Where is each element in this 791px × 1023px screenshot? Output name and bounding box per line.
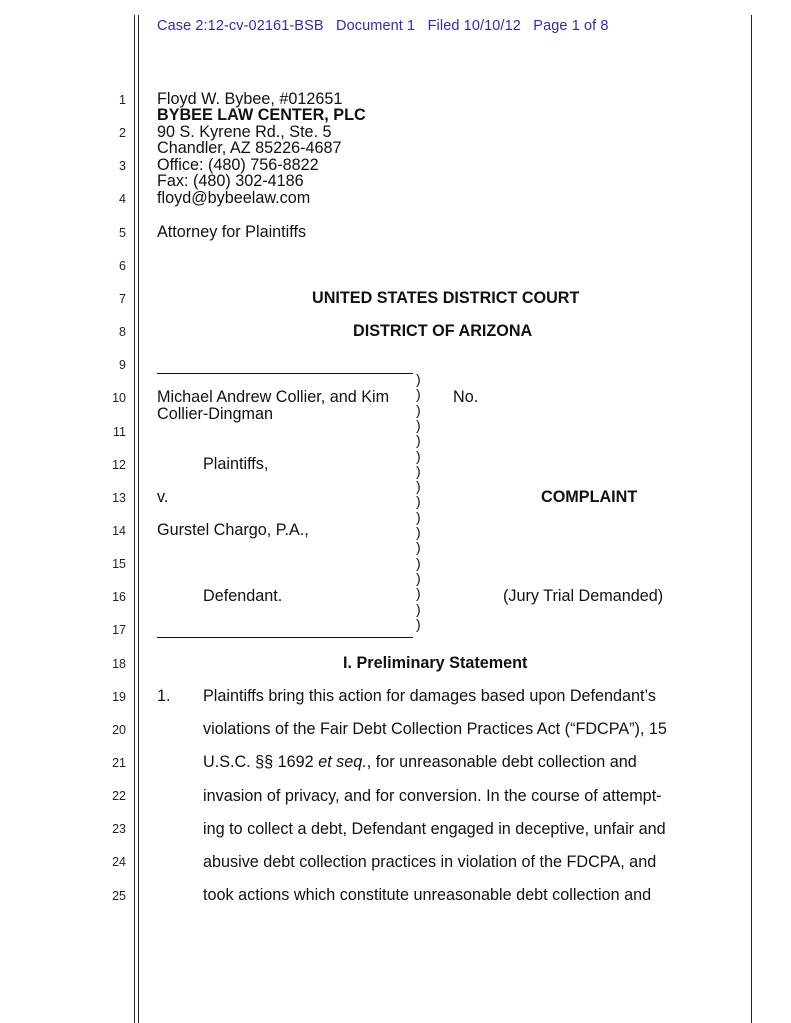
section-heading: I. Preliminary Statement <box>343 654 528 672</box>
caption-paren: ) <box>416 462 421 479</box>
line-number: 16 <box>112 590 126 605</box>
line-number: 17 <box>112 623 126 638</box>
caption-paren: ) <box>416 493 421 510</box>
right-margin-rule <box>751 15 752 1023</box>
paragraph-line: invasion of privacy, and for conversion. In the course of attempt- <box>203 787 662 805</box>
caption-bottom-rule <box>157 637 413 638</box>
line-number: 13 <box>112 490 126 505</box>
line-number: 23 <box>112 822 126 837</box>
defendant-label: Defendant. <box>203 587 283 605</box>
caption-paren: ) <box>416 615 421 632</box>
line-number: 6 <box>119 258 126 273</box>
line-number: 9 <box>119 358 126 373</box>
caption-paren: ) <box>416 539 421 556</box>
left-margin-rule-inner <box>138 15 139 1023</box>
case-number: Case 2:12-cv-02161-BSB <box>157 18 324 34</box>
document-number: Document 1 <box>336 18 416 34</box>
plaintiffs-label: Plaintiffs, <box>203 455 269 473</box>
paragraph-line: Plaintiffs bring this action for damages based upon Defendant’s <box>203 687 656 705</box>
caption-paren: ) <box>416 508 421 525</box>
line-number: 18 <box>112 656 126 671</box>
caption-paren: ) <box>416 478 421 495</box>
line-number: 15 <box>112 557 126 572</box>
paragraph-line: took actions which constitute unreasonable debt collection and <box>203 886 652 904</box>
line-number: 19 <box>112 689 126 704</box>
paragraph-line: violations of the Fair Debt Collection Practices Act (“FDCPA”), 15 <box>203 720 667 738</box>
line-number: 8 <box>119 325 126 340</box>
caption-top-rule <box>157 373 413 374</box>
court-name: UNITED STATES DISTRICT COURT <box>312 289 580 307</box>
paragraph-line-start: U.S.C. §§ 1692 <box>203 753 319 771</box>
line-number: 4 <box>119 192 126 207</box>
case-number-label: No. <box>453 388 479 406</box>
caption-paren: ) <box>416 386 421 403</box>
document-title: COMPLAINT <box>541 488 638 506</box>
caption-paren: ) <box>416 554 421 571</box>
line-number: 7 <box>119 291 126 306</box>
line-number: 22 <box>112 789 126 804</box>
fax-number: Fax: (480) 302-4186 <box>157 172 304 190</box>
line-number: 2 <box>119 126 126 141</box>
line-number: 11 <box>113 424 126 439</box>
filed-date: Filed 10/10/12 <box>427 18 521 34</box>
line-number: 1 <box>119 93 126 107</box>
paragraph-line: abusive debt collection practices in violation of the FDCPA, and <box>203 853 657 871</box>
left-margin-rule-outer <box>134 15 135 1023</box>
law-firm-name: BYBEE LAW CENTER, PLC <box>157 106 366 124</box>
court-district: DISTRICT OF ARIZONA <box>353 322 533 340</box>
line-number: 14 <box>112 523 126 538</box>
firm-address-line2: Chandler, AZ 85226-4687 <box>157 139 342 157</box>
attorney-name: Floyd W. Bybee, #012651 <box>157 90 343 108</box>
caption-paren: ) <box>416 371 421 387</box>
caption-paren: ) <box>416 447 421 464</box>
line-number: 3 <box>119 159 126 174</box>
paragraph-number: 1. <box>157 687 171 705</box>
line-number: 25 <box>112 888 126 903</box>
office-phone: Office: (480) 756-8822 <box>157 156 319 174</box>
paragraph-line-end: , for unreasonable debt collection and <box>366 753 637 771</box>
line-number: 20 <box>112 722 126 737</box>
line-number: 5 <box>119 225 126 240</box>
line-number: 12 <box>112 457 126 472</box>
caption-paren: ) <box>416 416 421 433</box>
line-number: 10 <box>112 391 126 406</box>
caption-paren: ) <box>416 524 421 540</box>
paragraph-line: ing to collect a debt, Defendant engaged in deceptive, unfair and <box>203 820 666 838</box>
plaintiffs-names-line2: Collier-Dingman <box>157 405 274 423</box>
line-number: 21 <box>112 756 126 770</box>
paragraph-line <box>203 753 637 772</box>
et-seq-italic: et seq. <box>318 753 367 771</box>
line-number: 24 <box>112 855 126 870</box>
attorney-email: floyd@bybeelaw.com <box>157 189 311 207</box>
filing-header <box>157 18 609 34</box>
plaintiffs-names-line1: Michael Andrew Collier, and Kim <box>157 388 390 406</box>
caption-paren: ) <box>416 585 421 602</box>
defendant-name: Gurstel Chargo, P.A., <box>157 521 309 539</box>
versus: v. <box>157 488 169 506</box>
caption-paren: ) <box>416 432 421 449</box>
caption-paren: ) <box>416 600 421 617</box>
attorney-role: Attorney for Plaintiffs <box>157 223 307 241</box>
page-indicator: Page 1 of 8 <box>533 18 609 34</box>
firm-address-line1: 90 S. Kyrene Rd., Ste. 5 <box>157 123 332 141</box>
caption-paren: ) <box>416 569 421 586</box>
jury-demand: (Jury Trial Demanded) <box>503 587 664 605</box>
caption-paren: ) <box>416 401 421 418</box>
